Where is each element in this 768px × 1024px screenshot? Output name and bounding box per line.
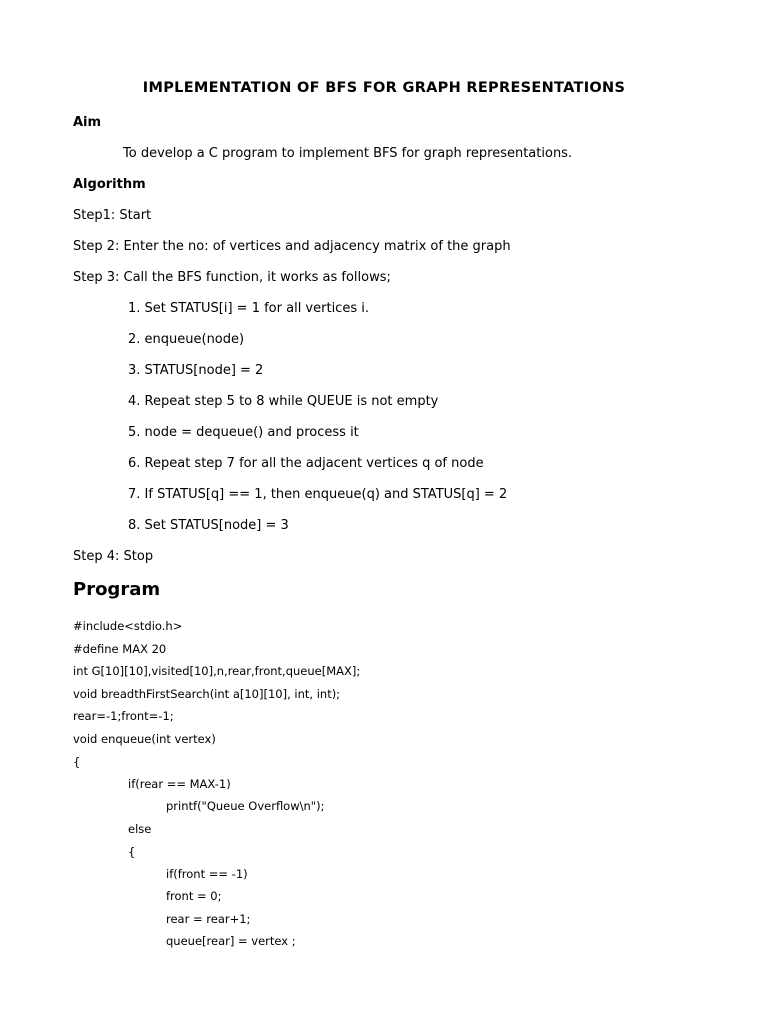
code-line: rear = rear+1; [166, 912, 251, 926]
algorithm-substep: 1. Set STATUS[i] = 1 for all vertices i. [128, 301, 369, 316]
code-line: #include<stdio.h> [73, 619, 183, 633]
code-line: printf("Queue Overflow\n"); [166, 799, 325, 813]
algorithm-substep: 6. Repeat step 7 for all the adjacent vertices q of node [128, 456, 484, 471]
algorithm-final-step: Step 4: Stop [73, 549, 154, 564]
document-title: IMPLEMENTATION OF BFS FOR GRAPH REPRESENTATIONS [142, 80, 626, 96]
code-line: else [128, 822, 152, 836]
code-line: if(rear == MAX-1) [128, 777, 231, 791]
algorithm-step: Step 2: Enter the no: of vertices and adjacency matrix of the graph [73, 239, 511, 254]
algorithm-substep: 2. enqueue(node) [128, 332, 245, 347]
aim-text: To develop a C program to implement BFS for graph representations. [123, 146, 573, 161]
algorithm-substep: 5. node = dequeue() and process it [128, 425, 359, 440]
algorithm-substep: 7. If STATUS[q] == 1, then enqueue(q) and STATUS[q] = 2 [128, 487, 508, 502]
code-line: rear=-1;front=-1; [73, 709, 174, 723]
algorithm-substep: 3. STATUS[node] = 2 [128, 363, 264, 378]
code-line: { [73, 755, 81, 769]
code-line: { [128, 845, 136, 859]
code-line: int G[10][10],visited[10],n,rear,front,queue[MAX]; [73, 664, 361, 678]
code-line: queue[rear] = vertex ; [166, 934, 296, 948]
code-line: void enqueue(int vertex) [73, 732, 216, 746]
algorithm-substep: 8. Set STATUS[node] = 3 [128, 518, 289, 533]
code-line: #define MAX 20 [73, 642, 167, 656]
aim-heading: Aim [73, 115, 102, 130]
code-line: if(front == -1) [166, 867, 248, 881]
code-line: void breadthFirstSearch(int a[10][10], int, int); [73, 687, 341, 701]
algorithm-step: Step 3: Call the BFS function, it works as follows; [73, 270, 391, 285]
algorithm-substep: 4. Repeat step 5 to 8 while QUEUE is not empty [128, 394, 439, 409]
algorithm-heading: Algorithm [73, 177, 146, 192]
program-heading: Program [73, 579, 161, 600]
algorithm-step: Step1: Start [73, 208, 152, 223]
code-line: front = 0; [166, 889, 222, 903]
